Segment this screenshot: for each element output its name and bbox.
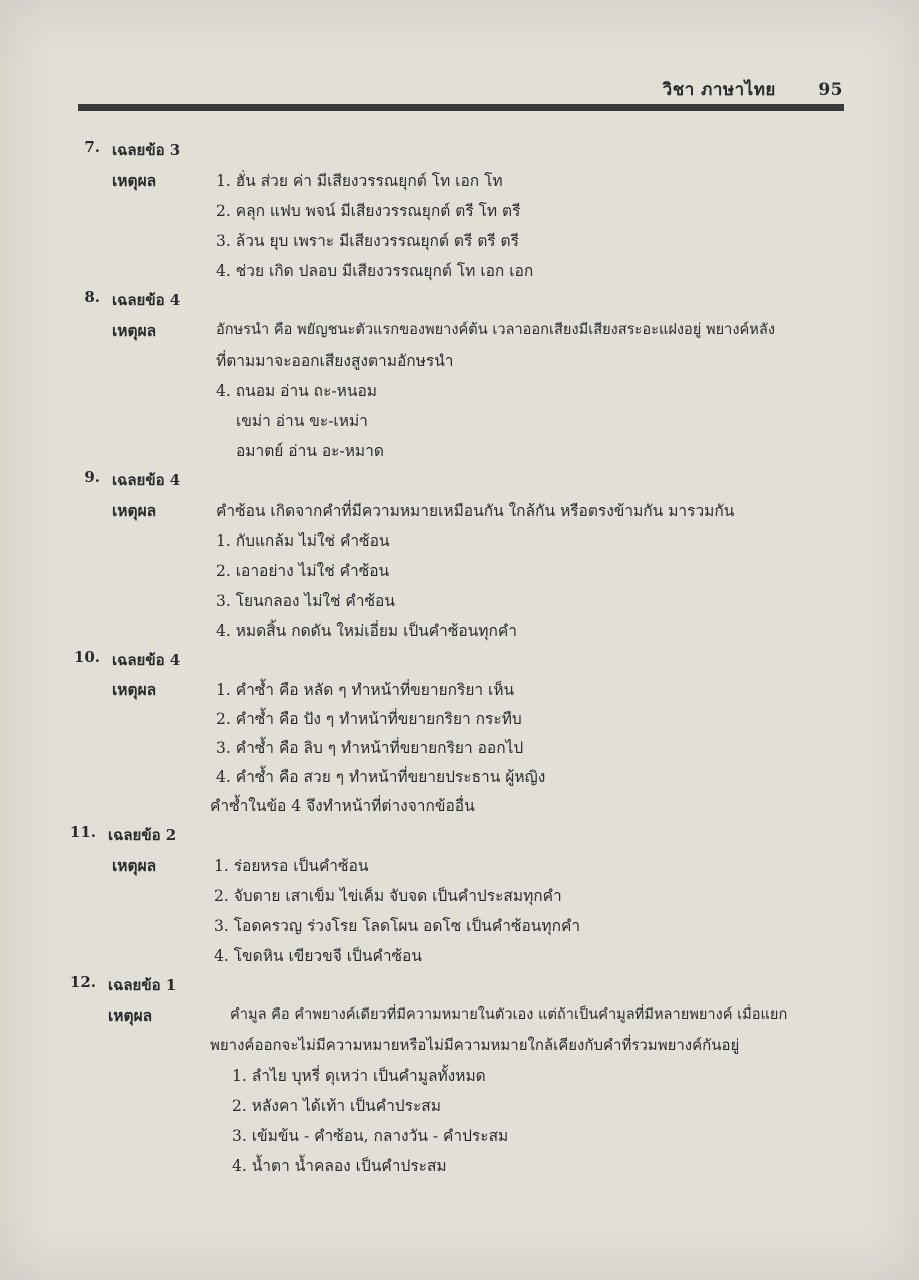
reason-line: 1. ฮั่น ส่วย ค่า มีเสียงวรรณยุกต์ โท เอก โท xyxy=(216,172,503,190)
reason-label: เหตุผล xyxy=(112,680,157,699)
question-number: 9. xyxy=(84,468,100,486)
reason-line: คำซ้ำในข้อ 4 จึงทำหน้าที่ต่างจากข้ออื่น xyxy=(210,797,475,815)
reason-line: 1. ร่อยหรอ เป็นคำซ้อน xyxy=(214,857,369,875)
reason-line: 2. คลุก แฟบ พจน์ มีเสียงวรรณยุกต์ ตรี โท ตรี xyxy=(216,202,521,220)
header-rule xyxy=(78,104,844,111)
question-number: 8. xyxy=(84,288,100,306)
answer-label: เฉลยข้อ 3 xyxy=(112,141,181,159)
reason-line: 3. โยนกลอง ไม่ใช่ คำซ้อน xyxy=(216,592,395,610)
answer-label: เฉลยข้อ 4 xyxy=(112,651,181,669)
reason-line: 2. จับตาย เสาเข็ม ไข่เค็ม จับจด เป็นคำประสมทุกคำ xyxy=(214,887,562,905)
reason-label: เหตุผล xyxy=(112,501,157,520)
reason-line: อมาตย์ อ่าน อะ-หมาด xyxy=(236,442,384,460)
reason-line: 4. โขดหิน เขียวขจี เป็นคำซ้อน xyxy=(214,947,422,965)
page-header xyxy=(663,76,843,103)
reason-line: 4. หมดสิ้น กดดัน ใหม่เอี่ยม เป็นคำซ้อนทุกคำ xyxy=(216,622,517,640)
reason-line: 4. ช่วย เกิด ปลอบ มีเสียงวรรณยุกต์ โท เอก เอก xyxy=(216,262,534,280)
reason-line: อักษรนำ คือ พยัญชนะตัวแรกของพยางค์ต้น เวลาออกเสียงมีเสียงสระอะแฝงอยู่ พยางค์หลัง xyxy=(216,321,775,338)
subject-title: วิชา ภาษาไทย xyxy=(662,80,776,100)
answer-label: เฉลยข้อ 1 xyxy=(108,976,177,994)
reason-line: 4. คำซ้ำ คือ สวย ๆ ทำหน้าที่ขยายประธาน ผู้หญิง xyxy=(216,768,546,786)
reason-line: 1. ลำไย บุหรี่ ดุเหว่า เป็นคำมูลทั้งหมด xyxy=(232,1067,486,1085)
reason-line: 1. กับแกล้ม ไม่ใช่ คำซ้อน xyxy=(216,532,390,550)
reason-line: 4. น้ำตา น้ำคลอง เป็นคำประสม xyxy=(232,1157,447,1175)
reason-line: 3. เข้มข้น - คำซ้อน, กลางวัน - คำประสม xyxy=(232,1127,509,1145)
reason-line: พยางค์ออกจะไม่มีความหมายหรือไม่มีความหมายใกล้เคียงกับคำที่รวมพยางค์กันอยู่ xyxy=(210,1036,740,1054)
question-number: 10. xyxy=(73,648,100,666)
reason-line: เขม่า อ่าน ขะ-เหม่า xyxy=(236,412,368,430)
reason-line: 2. คำซ้ำ คือ ปัง ๆ ทำหน้าที่ขยายกริยา กระทืบ xyxy=(216,710,522,728)
reason-line: 2. เอาอย่าง ไม่ใช่ คำซ้อน xyxy=(216,562,390,580)
page-number: 95 xyxy=(818,80,843,100)
reason-line: 4. ถนอม อ่าน ถะ-หนอม xyxy=(216,382,377,400)
reason-label: เหตุผล xyxy=(112,856,157,875)
reason-line: ที่ตามมาจะออกเสียงสูงตามอักษรนำ xyxy=(216,352,454,370)
reason-line: คำมูล คือ คำพยางค์เดียวที่มีความหมายในตัวเอง แต่ถ้าเป็นคำมูลที่มีหลายพยางค์ เมื่อแยก xyxy=(230,1006,788,1023)
reason-line: 2. หลังคา ได้เท้า เป็นคำประสม xyxy=(232,1097,441,1115)
reason-label: เหตุผล xyxy=(112,321,157,340)
question-number: 11. xyxy=(69,823,96,841)
answer-label: เฉลยข้อ 4 xyxy=(112,291,181,309)
reason-line: คำซ้อน เกิดจากคำที่มีความหมายเหมือนกัน ใกล้กัน หรือตรงข้ามกัน มารวมกัน xyxy=(216,502,735,520)
answer-label: เฉลยข้อ 4 xyxy=(112,471,181,489)
reason-line: 1. คำซ้ำ คือ หลัด ๆ ทำหน้าที่ขยายกริยา เห็น xyxy=(216,681,515,699)
reason-label: เหตุผล xyxy=(108,1006,153,1025)
reason-line: 3. โอดครวญ ร่วงโรย โลดโผน อดโซ เป็นคำซ้อนทุกคำ xyxy=(214,917,581,935)
question-number: 7. xyxy=(84,138,100,156)
question-number: 12. xyxy=(69,973,96,991)
reason-label: เหตุผล xyxy=(112,171,157,190)
answer-label: เฉลยข้อ 2 xyxy=(108,826,177,844)
reason-line: 3. ล้วน ยุบ เพราะ มีเสียงวรรณยุกต์ ตรี ตรี ตรี xyxy=(216,232,519,250)
reason-line: 3. คำซ้ำ คือ ลิบ ๆ ทำหน้าที่ขยายกริยา ออกไป xyxy=(216,739,524,757)
